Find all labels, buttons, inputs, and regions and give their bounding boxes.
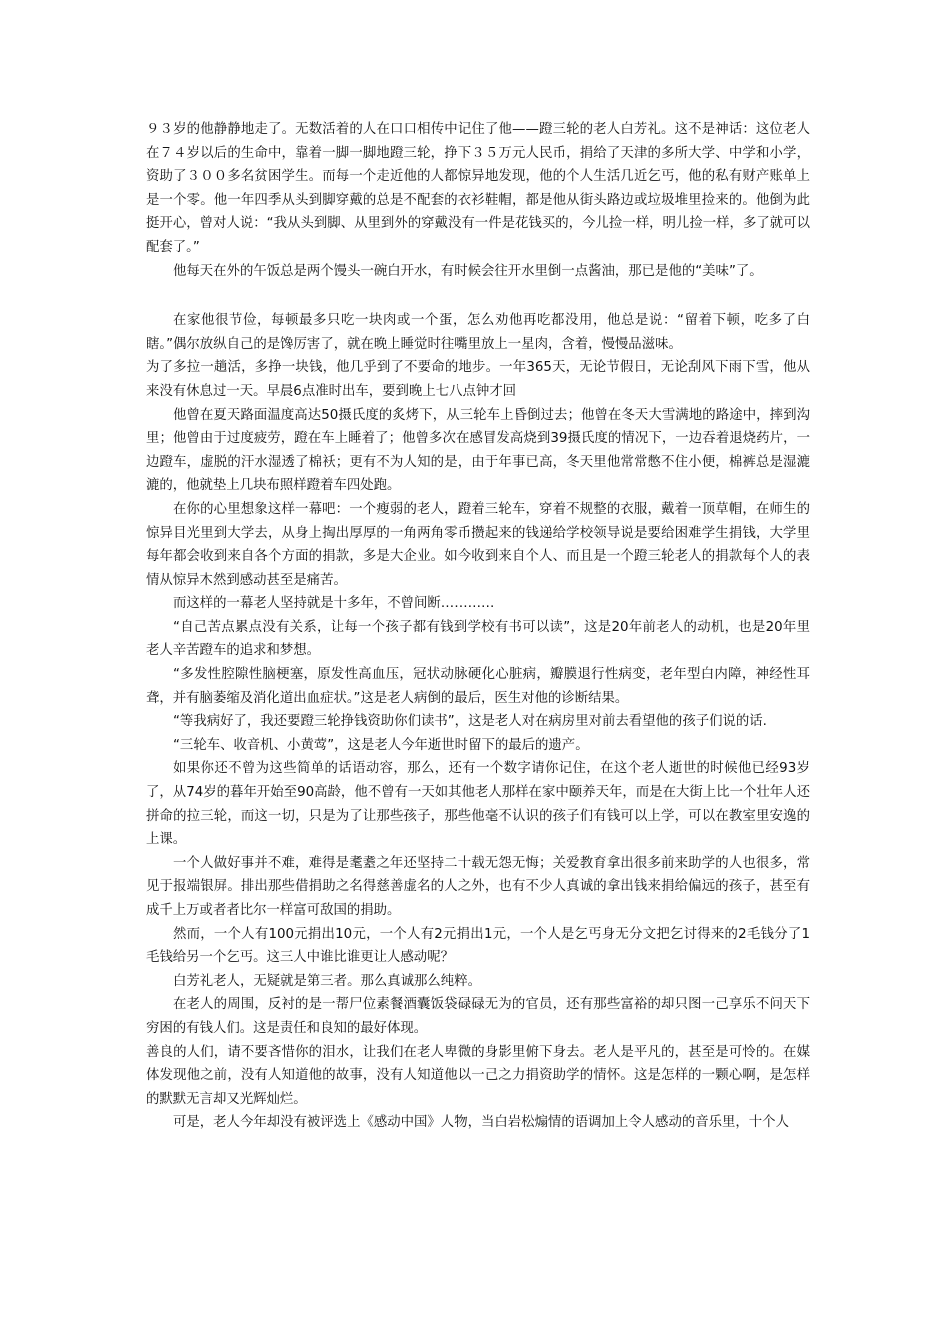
paragraph-15: 白芳礼老人，无疑就是第三者。那么真诚那么纯粹。 bbox=[173, 973, 481, 989]
paragraph-16: 在老人的周围，反衬的是一帮尸位素餐酒囊饭袋碌碌无为的官员，还有那些富裕的却只图一己享乐不问天下穷困的有钱人们。这是责任和良知的最好体现。 bbox=[146, 997, 810, 1036]
paragraph-12: 如果你还不曾为这些简单的话语动容，那么，还有一个数字请你记住，在这个老人逝世的时候他已经93岁了，从74岁的暮年开始至90高龄，他不曾有一天如其他老人那样在家中颐养天年，而是在大街上比一个壮年人还拼命的拉三轮，而这一切，只是为了让那些孩子，那些他毫不认识的孩子们有钱可以上学，可以在教室里安逸的上课。 bbox=[146, 761, 810, 848]
paragraph-18: 可是，老人今年却没有被评选上《感动中国》人物，当白岩松煽情的语调加上令人感动的音乐里，十个人 bbox=[173, 1115, 789, 1131]
paragraph-8: “自己苦点累点没有关系，让每一个孩子都有钱到学校有书可以读”，这是20年前老人的动机，也是20年里老人辛苦蹬车的追求和梦想。 bbox=[146, 619, 810, 659]
paragraph-10: “等我病好了，我还要蹬三轮挣钱资助你们读书”，这是老人对在病房里对前去看望他的孩子们说的话. bbox=[173, 714, 767, 730]
paragraph-11: “三轮车、收音机、小黄莺”，这是老人今年逝世时留下的最后的遗产。 bbox=[173, 737, 589, 753]
paragraph-13: 一个人做好事并不难，难得是耄耋之年还坚持二十载无怨无悔；关爱教育拿出很多前来助学的人也很多，常见于报端银屏。排出那些借捐助之名得慈善虚名的人之外，也有不少人真诚的拿出钱来捐给偏远的孩子，甚至有成千上万或者者比尔一样富可敌国的捐助。 bbox=[146, 855, 810, 918]
document-page bbox=[146, 118, 810, 1135]
paragraph-5: 他曾在夏天路面温度高达50摄氏度的炙烤下，从三轮车上昏倒过去；他曾在冬天大雪满地的路途中，摔到沟里；他曾由于过度疲劳，蹬在车上睡着了；他曾多次在感冒发高烧到39摄氏度的情况下，一边吞着退烧药片，一边蹬车，虚脱的汗水湿透了棉袄；更有不为人知的是，由于年事已高，冬天里他常常憋不住小便，棉裤总是湿漉漉的，他就垫上几块布照样蹬着车四处跑。 bbox=[146, 407, 810, 494]
paragraph-4: 为了多拉一趟活，多挣一块钱，他几乎到了不要命的地步。一年365天，无论节假日，无论刮风下雨下雪，他从来没有休息过一天。早晨6点准时出车，要到晚上七八点钟才回 bbox=[146, 360, 810, 399]
paragraph-6: 在你的心里想象这样一幕吧：一个瘦弱的老人，蹬着三轮车，穿着不规整的衣服，戴着一顶草帽，在师生的惊异目光里到大学去，从身上掏出厚厚的一角两角零币攒起来的钱递给学校领导说是要给困难学生捐钱，大学里每年都会收到来自各个方面的捐款，多是大企业。如今收到来自个人、而且是一个蹬三轮老人的捐款每个人的表情从惊异木然到感动甚至是痛苦。 bbox=[146, 501, 810, 588]
paragraph-2: 他每天在外的午饭总是两个馒头一碗白开水，有时候会往开水里倒一点酱油，那已是他的“美味”了。 bbox=[173, 263, 763, 279]
paragraph-gap bbox=[146, 283, 810, 309]
paragraph-17: 善良的人们，请不要吝惜你的泪水，让我们在老人卑微的身影里俯下身去。老人是平凡的，甚至是可怜的。在媒体发现他之前，没有人知道他的故事，没有人知道他以一己之力捐资助学的情怀。这是怎样的一颗心啊，是怎样的默默无言却又光辉灿烂。 bbox=[146, 1044, 810, 1107]
paragraph-1: ９３岁的他静静地走了。无数活着的人在口口相传中记住了他——蹬三轮的老人白芳礼。这不是神话：这位老人在７４岁以后的生命中，靠着一脚一脚地蹬三轮，挣下３５万元人民币，捐给了天津的多所大学、中学和小学，资助了３００多名贫困学生。而每一个走近他的人都惊异地发现，他的个人生活几近乞丐，他的私有财产账单上是一个零。他一年四季从头到脚穿戴的总是不配套的衣衫鞋帽，都是他从街头路边或垃圾堆里捡来的。他倒为此挺开心，曾对人说：“我从头到脚、从里到外的穿戴没有一件是花钱买的，今儿捡一样，明儿捡一样，多了就可以配套了。” bbox=[146, 122, 810, 255]
paragraph-14: 然而，一个人有100元捐出10元，一个人有2元捐出1元，一个人是乞丐身无分文把乞讨得来的2毛钱分了1毛钱给另一个乞丐。这三人中谁比谁更让人感动呢？ bbox=[146, 926, 810, 966]
paragraph-3: 在家他很节俭，每顿最多只吃一块肉或一个蛋，怎么劝他再吃都没用，他总是说：“留着下顿，吃多了白瞎。”偶尔放纵自己的是馋厉害了，就在晚上睡觉时往嘴里放上一星肉，含着，慢慢品滋味。 bbox=[146, 313, 810, 352]
paragraph-9: “多发性腔隙性脑梗塞，原发性高血压，冠状动脉硬化心脏病，瓣膜退行性病变，老年型白内障，神经性耳聋，并有脑萎缩及消化道出血症状。”这是老人病倒的最后，医生对他的诊断结果。 bbox=[146, 667, 810, 706]
paragraph-7: 而这样的一幕老人坚持就是十多年，不曾间断………… bbox=[173, 596, 495, 612]
